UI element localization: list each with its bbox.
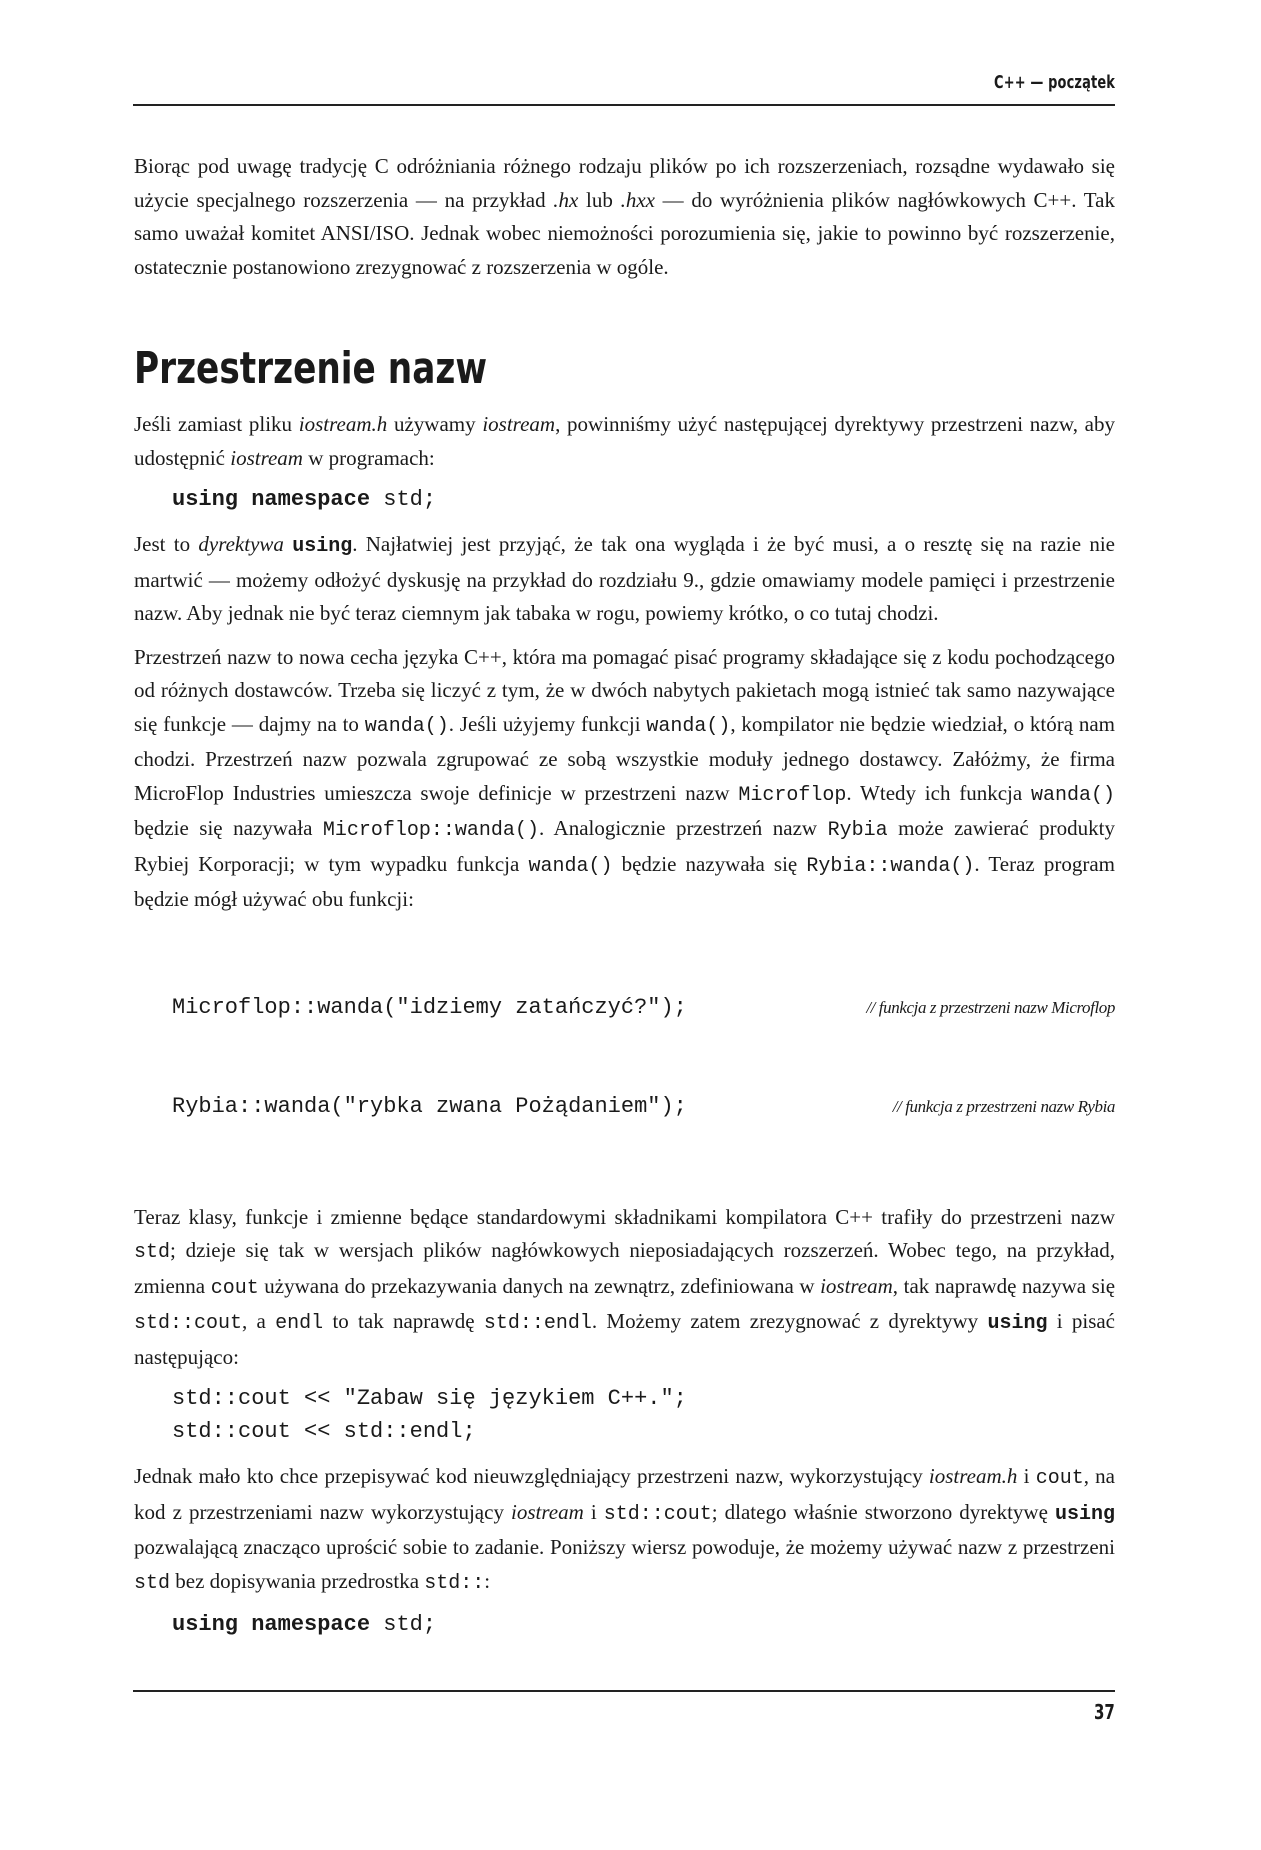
text: Jest to — [134, 532, 199, 556]
code-block-using-1 — [172, 483, 1115, 516]
code-line: std::cout << "Zabaw się językiem C++."; — [172, 1386, 687, 1411]
text: lub — [578, 187, 621, 212]
inline-code: Microflop::wanda() — [322, 819, 539, 842]
code-text: std; — [370, 487, 437, 512]
code-keyword: using — [172, 487, 239, 512]
code-line — [172, 1090, 1115, 1123]
inline-code: std::cout — [134, 1312, 243, 1335]
text: ; dzieje się tak w wersjach plików nagłówkowych nieposiadających rozszerzeń. Wobec tego, na przykład, zmienna — [134, 1238, 1115, 1298]
text: . Wtedy ich funkcja — [846, 780, 1031, 805]
inline-code: std:: — [424, 1571, 485, 1595]
italic-text: iostream — [820, 1273, 893, 1298]
text: używana do przekazywania danych na zewnątrz, zdefiniowana w — [258, 1273, 821, 1298]
italic-text: .hx — [553, 187, 579, 212]
text: może zawierać produkty Rybiej Korporacji; w tym wypadku funkcja — [134, 816, 1115, 876]
text: . Teraz program będzie mógł używać obu funkcji: — [134, 851, 1115, 911]
code-keyword: namespace — [251, 487, 371, 512]
section-heading: Przestrzenie nazw — [134, 343, 488, 394]
text: , na kod z przestrzeniami nazw wykorzystujący — [134, 1464, 1115, 1524]
text: i — [583, 1499, 604, 1524]
inline-code: std::cout — [603, 1502, 712, 1526]
code-block-cout — [172, 1382, 1115, 1448]
page-header — [133, 70, 1115, 106]
text: . Analogicznie przestrzeń nazw — [538, 816, 828, 840]
inline-code: wanda() — [364, 714, 449, 738]
italic-text: iostream — [482, 412, 556, 436]
inline-code: using — [1054, 1502, 1115, 1526]
code-line: std::cout << std::endl; — [172, 1419, 476, 1444]
code-comment: // funkcja z przestrzeni nazw Microflop — [866, 997, 1115, 1017]
text: : — [484, 1568, 491, 1593]
text: , a — [242, 1309, 276, 1333]
italic-text: iostream — [511, 1499, 584, 1524]
paragraph-namespaces — [134, 641, 1115, 917]
italic-text: iostream.h — [928, 1464, 1018, 1488]
page-content — [134, 150, 1115, 1653]
code-keyword: using — [172, 1612, 239, 1637]
paragraph-rewrite — [134, 1460, 1115, 1600]
italic-text: dyrektywa — [198, 532, 284, 556]
text: będzie się nazywała — [134, 816, 323, 840]
text: . Jeśli użyjemy funkcji — [448, 711, 647, 736]
inline-code: wanda() — [1030, 783, 1115, 807]
code-text: std; — [370, 1612, 437, 1637]
text: . Możemy zatem zrezygnować z dyrektywy — [591, 1309, 988, 1333]
code-comment: // funkcja z przestrzeni nazw Rybia — [892, 1096, 1115, 1116]
text: , tak naprawdę nazywa się — [892, 1273, 1116, 1298]
text: Jednak mało kto chce przepisywać kod nieuwzględniający przestrzeni nazw, wykorzystujący — [134, 1464, 929, 1488]
text: używamy — [387, 412, 483, 436]
code-text: Rybia::wanda("rybka zwana Pożądaniem"); — [172, 1093, 701, 1119]
text: to tak naprawdę — [323, 1309, 484, 1333]
text: Biorąc pod uwagę tradycję C odróżniania różnego rodzaju plików po ich rozszerzeniach, rozsądne wydawało się użycie specjalnego rozszerzenia — na przykład — [134, 154, 1115, 212]
text: bez dopisywania przedrostka — [170, 1568, 425, 1593]
text: , powinniśmy użyć następującej dyrektywy przestrzeni nazw, aby udostępnić — [134, 412, 1115, 470]
text: ; dlatego właśnie stworzono dyrektywę — [711, 1499, 1055, 1524]
italic-text: iostream — [230, 445, 303, 470]
paragraph-std-namespace — [134, 1201, 1115, 1375]
running-title: C++ — początek — [994, 72, 1115, 93]
text: Jeśli zamiast pliku — [134, 412, 299, 436]
code-keyword: namespace — [251, 1612, 371, 1637]
paragraph-using-directive — [134, 528, 1115, 631]
text: . Najłatwiej jest przyjąć, że tak ona wygląda i że być musi, a o resztę się na razie nie martwić — możemy odłożyć dyskusję na przykład do rozdziału 9., gdzie omawiamy modele pamięci i przestrzenie nazw. Aby jednak nie być teraz ciemnym jak tabaka w rogu, powiemy krótko, o co tutaj chodzi. — [134, 532, 1115, 625]
page-footer — [133, 1690, 1115, 1724]
inline-code: cout — [1035, 1467, 1084, 1490]
page-number: 37 — [1094, 1700, 1115, 1724]
inline-code: std — [134, 1571, 171, 1595]
text: Przestrzeń nazw to nowa cecha języka C++, która ma pomagać pisać programy składające się z kodu pochodzącego od różnych dostawców. Trzeba się liczyć z tym, że w dwóch nabytych pakietach mogą istnieć tak samo nazywające się funkcje — dajmy na to — [134, 644, 1115, 736]
text: Teraz klasy, funkcje i zmienne będące standardowymi składnikami kompilatora C++ trafiły do przestrzeni nazw — [134, 1204, 1115, 1229]
inline-code: Microflop — [738, 783, 847, 807]
inline-code: wanda() — [646, 714, 731, 738]
inline-code: Rybia — [827, 819, 888, 842]
code-block-wanda — [172, 925, 1115, 1189]
italic-text: iostream.h — [298, 412, 388, 436]
inline-code: wanda() — [528, 854, 613, 878]
code-line — [172, 991, 1115, 1024]
inline-code: Rybia::wanda() — [806, 854, 975, 878]
inline-code: using — [292, 535, 353, 558]
text: , kompilator nie będzie wiedział, o którą nam chodzi. Przestrzeń nazw pozwala zgrupować ze sobą wszystkie moduły jednego dostawcy. Załóżmy, że firma MicroFlop Industries umieszcza swoje definicje w przestrzeni nazw — [134, 711, 1115, 805]
italic-text: .hxx — [620, 187, 655, 212]
paragraph-iostream — [134, 408, 1115, 475]
text: — do wyróżnienia plików nagłówkowych C++. Tak samo uważał komitet ANSI/ISO. Jednak wobec niemożności porozumienia się, jakie to powinno być rozszerzenie, ostatecznie postanowiono zrezygnować z rozszerzenia w ogóle. — [134, 187, 1115, 279]
inline-code: using — [987, 1312, 1048, 1335]
inline-code: cout — [210, 1276, 259, 1300]
paragraph-header-extensions — [134, 150, 1115, 284]
text: i pisać następująco: — [134, 1309, 1116, 1369]
inline-code: std::endl — [483, 1312, 592, 1335]
code-text: Microflop::wanda("idziemy zatańczyć?"); — [172, 994, 701, 1020]
text: będzie nazywała się — [612, 851, 807, 876]
inline-code: endl — [275, 1312, 324, 1335]
text: i — [1017, 1464, 1036, 1488]
text: w programach: — [302, 445, 435, 470]
text: pozwalającą znacząco uprościć sobie to zadanie. Poniższy wiersz powoduje, że możemy używać nazw z przestrzeni — [134, 1535, 1115, 1559]
code-block-using-2 — [172, 1608, 1115, 1641]
inline-code: std — [134, 1241, 171, 1264]
